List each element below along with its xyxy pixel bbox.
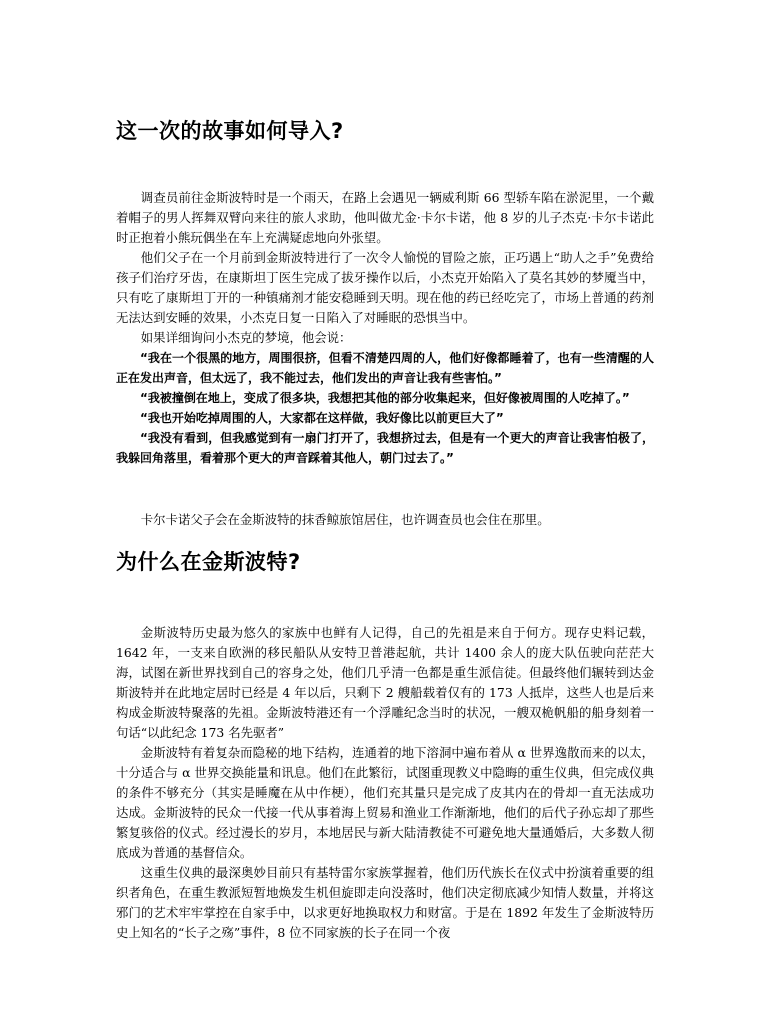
why-kingsport-body	[116, 623, 654, 943]
dream-quote: “我也开始吃掉周围的人，大家都在这样做，我好像比以前更巨大了”	[140, 411, 504, 425]
dream-quote: “我被撞倒在地上，变成了很多块，我想把其他的部分收集起来，但好像被周围的人吃掉了。”	[140, 391, 630, 405]
story-intro-body	[116, 188, 654, 468]
body-paragraph: 这重生仪典的最深奥妙目前只有基特雷尔家族掌握着，他们历代族长在仪式中扮演着重要的组织者角色，在重生教派短暂地焕发生机但旋即走向没落时，他们决定彻底减少知情人数量，并将这邪门的艺术牢牢掌控在自家手中，以求更好地换取权力和财富。于是在 1892 年发生了金斯波特历史上知名的“长子之殇”事件，8 位不同家族的长子在同一个夜	[116, 865, 654, 940]
body-paragraph: 调查员前往金斯波特时是一个雨天，在路上会遇见一辆威利斯 66 型轿车陷在淤泥里，一个戴着帽子的男人挥舞双臂向来往的旅人求助，他叫做尤金·卡尔卡诺，他 8 岁的儿子杰克·卡尔卡诺此时正抱着小熊玩偶坐在车上充满疑虑地向外张望。	[116, 190, 654, 245]
section-heading-story-intro: 这一次的故事如何导入?	[116, 119, 344, 143]
body-paragraph: 金斯波特有着复杂而隐秘的地下结构，连通着的地下溶洞中遍布着从 α 世界逸散而来的以太，十分适合与 α 世界交换能量和讯息。他们在此繁衍，试图重现教义中隐晦的重生仪典，但完成仪典的条件不够充分（其实是睡魔在从中作梗），他们充其量只是完成了皮其内在的骨却一直无法成功达成。金斯波特的民众一代接一代从事着海上贸易和渔业工作渐渐地，他们的后代子孙忘却了那些繁复骇俗的仪式。经过漫长的岁月，本地居民与新大陆清教徒不可避免地大量通婚后，大多数人彻底成为普通的基督信众。	[116, 745, 654, 860]
body-paragraph: 卡尔卡诺父子会在金斯波特的抹香鲸旅馆居住，也许调查员也会住在那里。	[140, 512, 550, 527]
body-paragraph: 金斯波特历史最为悠久的家族中也鲜有人记得，自己的先祖是来自于何方。现存史料记载，1642 年，一支来自欧洲的移民船队从安特卫普港起航，共计 1400 余人的庞大队伍驶向茫茫大海，试图在新世界找到自己的容身之处，他们几乎清一色都是重生派信徒。但最终他们辗转到达金斯波特并在此地定居时已经是 4 年以后，只剩下 2 艘船载着仅有的 173 人抵岸，这些人也是后来构成金斯波特聚落的先祖。金斯波特港还有一个浮雕纪念当时的状况，一艘双桅帆船的船身刻着一句话“以此纪念 173 名先驱者”	[116, 625, 654, 740]
dream-quote: “我没有看到，但我感觉到有一扇门打开了，我想挤过去，但是有一个更大的声音让我害怕极了，我躲回角落里，看着那个更大的声音踩着其他人，朝门过去了。”	[116, 431, 654, 465]
section-heading-why-kingsport: 为什么在金斯波特?	[116, 550, 301, 574]
body-paragraph: 他们父子在一个月前到金斯波特进行了一次令人愉悦的冒险之旅，正巧遇上“助人之手”免费给孩子们治疗牙齿，在康斯坦丁医生完成了拔牙操作以后，小杰克开始陷入了莫名其妙的梦魇当中，只有吃了康斯坦丁开的一种镇痛剂才能安稳睡到天明。现在他的药已经吃完了，市场上普通的药剂无法达到安睡的效果，小杰克日复一日陷入了对睡眠的恐惧当中。	[116, 250, 654, 325]
dream-quote: “我在一个很黑的地方，周围很挤，但看不清楚四周的人，他们好像都睡着了，也有一些清醒的人正在发出声音，但太远了，我不能过去，他们发出的声音让我有些害怕。”	[116, 351, 654, 385]
story-intro-closing	[116, 510, 654, 530]
body-paragraph: 如果详细询问小杰克的梦境，他会说：	[140, 330, 352, 345]
